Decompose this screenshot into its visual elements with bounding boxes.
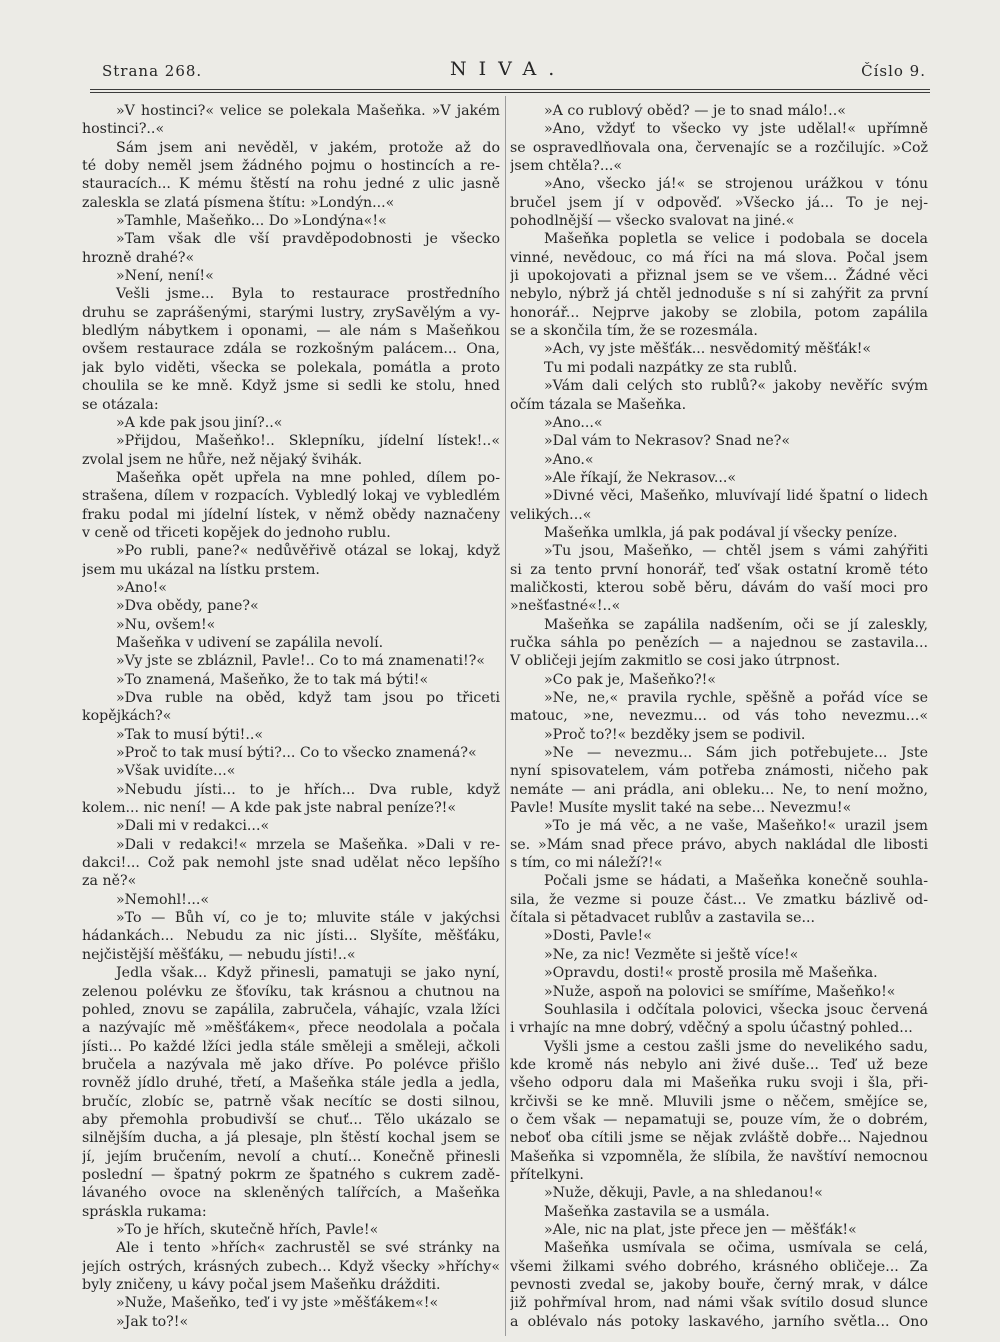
text-line: kde kromě nás nebylo ani živé duše... Teď už beze [510, 1056, 928, 1073]
text-line: silnějším ducha, a já plesaje, pln štěstí kochal jsem se [82, 1130, 500, 1147]
text-line: druhu se zaprášenými, starými lustry, zrySavělým a vy- [82, 304, 500, 321]
text-line: byly zničeny, u kávy počal jsem Mašeňku drážditi. [82, 1277, 441, 1293]
text-line: poslední — špatný pokrm ze špatného s cukrem zadě- [82, 1166, 500, 1183]
text-line: jísti... Po každé lžíci jedla stále směleji a směleji, ačkoli [82, 1038, 500, 1055]
text-line: Ale i tento »hřích« zachrustěl se své stránky na [116, 1240, 500, 1257]
text-line: »Nuže, aspoň na polovici se smíříme, Mašeňko!« [544, 983, 896, 1000]
text-line: ručka sáhla po penězích — a najednou se zastavila... [510, 634, 928, 651]
text-line: Mašeňka zastavila se a usmála. [544, 1203, 770, 1220]
text-line: se ospravedlňovala ona, červenajíc se a rozčilujíc. »Což [510, 139, 928, 156]
text-line: bručela a nazývala mě jako dříve. Po polévce přišlo [82, 1056, 500, 1073]
text-line: choulila se ke mně. Když jsme si sedli ke stolu, hned [82, 378, 500, 395]
text-line: Souhlasila i odčítala polovici, všecka jsouc červená [544, 1001, 928, 1018]
text-line: nebylo, nýbrž já chtěl jednoduše s ní si zahýřit za první [510, 286, 928, 303]
page-header [88, 58, 930, 86]
header-rule [90, 92, 930, 93]
text-line: v ceně od třiceti kopějek do jednoho rublu. [82, 524, 391, 541]
text-line: a oblévalo nás potoky laskavého, jarního světla... Ono [510, 1313, 928, 1330]
text-line: »Nuže, děkuji, Pavle, a na shledanou!« [544, 1185, 823, 1202]
right-column [510, 102, 928, 1331]
text-line: za ně?« [82, 873, 137, 890]
text-line: krčivši se ke mně. Mluvili jsme o něčem, smějíce se, [510, 1093, 928, 1110]
text-line: maličkosti, kterou sobě běru, dávám do vaší moci pro [510, 579, 928, 596]
text-line: »Ne — nevezmu... Sám jich potřebujete... Jste [544, 745, 928, 762]
text-line: Sám jsem ani nevěděl, v jakém, protože až do [116, 139, 500, 156]
text-line: všemi žilkami svého dobrého, krásného obličeje... Za [510, 1258, 928, 1275]
text-line: »Proč to?!« bezděky jsem se podivil. [544, 726, 806, 743]
text-line: »Opravdu, dosti!« prostě prosila mě Mašeňka. [544, 965, 878, 982]
text-line: fraku podal mi jídelní lístek, v němž obědy naznačeny [82, 506, 500, 523]
text-line: »Jak to?!« [116, 1313, 189, 1330]
text-line: »Ano, vždyť to všecko vy jste udělal!« upřímně [544, 121, 928, 138]
text-line: »Dva ruble na oběd, když tam jsou po třiceti [116, 690, 500, 706]
text-line: si za tento první honorář, teď však ostatní kromě této [510, 561, 928, 578]
text-line: Vešli jsme... Byla to restaurace prostředního [116, 286, 500, 303]
text-line: Mašeňka se zapálila nadšením, oči se jí zaleskly, [544, 616, 928, 633]
text-line: »Dali mi v redakci...« [116, 818, 270, 835]
text-line: všeho odporu dala mi Mašeňka ruku svoji i šla, při- [510, 1075, 928, 1092]
text-line: strašena, dílem v rozpacích. Vybledlý lokaj ve vybledlém [82, 488, 500, 505]
text-line: »Tamhle, Mašeňko... Do »Londýna«!« [116, 213, 387, 230]
text-line: »Proč to tak musí býti?... Co to všecko znamená?« [116, 745, 477, 762]
text-line: bledlým nábytkem i oponami, — ale nám s Mašeňkou [82, 323, 500, 340]
text-line: jsem chtěla?...« [510, 158, 623, 175]
text-line: »Vám dali celých sto rublů?« jakoby nevěříc svým [544, 378, 928, 395]
text-line: »Nebudu jísti... to je hřích... Dva ruble, když [116, 781, 500, 798]
text-line: Mašeňka usmívala se očima, usmívala se celá, [544, 1240, 928, 1257]
text-line: a nazývajíc mě »měšťákem«, přece neodolala a počala [82, 1020, 500, 1037]
text-line: Mašeňka popletla se velice i podobala se docela [544, 231, 928, 248]
text-line: se a skončila tím, že se rozesmála. [510, 323, 758, 340]
text-line: »Ale říkají, že Nekrasov...« [544, 469, 737, 486]
text-line: »nešťastné«!..« [510, 598, 621, 615]
left-column [82, 102, 500, 1331]
text-line: čítala si pětadvacet rublův a zastavila se... [510, 910, 816, 927]
text-line: matouc, »ne, nevezmu... od vás toho nevezmu...« [510, 708, 928, 725]
text-line: V obličeji jejím zakmitlo se cosi jako útrpnost. [510, 653, 841, 670]
text-line: přítelkyni. [510, 1166, 584, 1183]
text-line: »Dali v redakci!« mrzela se Mašeňka. »Dali v re- [116, 836, 500, 853]
text-line: hrozně drahé?« [82, 249, 195, 266]
text-line: očím tázala se Mašeňka. [510, 396, 687, 413]
text-line: zelenou polévku ze šťovíku, tak krásnou a chutnou na [82, 983, 500, 1000]
issue-number: Číslo 9. [861, 62, 926, 80]
text-line: »Po rubli, pane?« nedůvěřivě otázal se lokaj, když [116, 543, 500, 560]
text-line: »Tu jsou, Mašeňko, — chtěl jsem s vámi zahýřiti [544, 543, 928, 560]
text-line: »Není, není!« [116, 268, 214, 285]
text-line: »Ano!« [116, 579, 167, 596]
text-line: »A co rublový oběd? — je to snad málo!..« [544, 103, 846, 119]
text-line: lávaného ovoce na skleněných talířcích, a Mašeňka [82, 1185, 500, 1202]
text-line: Mašeňka si vzpomněla, že slíbila, že navštíví nemocnou [510, 1148, 928, 1165]
text-line: »A kde pak jsou jiní?..« [116, 414, 283, 431]
text-line: neboť oba cítili jsme se nějak zvláště dobře... Najednou [510, 1130, 928, 1147]
text-line: Pavle! Musíte myslit také na sebe... Nevezmu!« [510, 800, 852, 817]
text-line: Mašeňka opět upřela na mne pohled, dílem po- [116, 469, 500, 486]
text-line: i vrhajíc na mne dobrý, vděčný a spolu účastný pohled... [510, 1020, 913, 1037]
text-line: kopějkách?« [82, 708, 172, 725]
text-line: vinné, nevědouc, co má říci na má slova. Počal jsem [510, 249, 928, 266]
text-line: hádankách... Nebudu za nic jísti... Slyšíte, měšťáku, [82, 928, 500, 945]
text-line: »To je má věc, a ne vaše, Mašeňko!« urazil jsem [544, 818, 928, 835]
text-line: nemáte — ani prádla, ani obleku... Ne, to není možno, [510, 781, 928, 798]
text-line: »Vy jste se zbláznil, Pavle!.. Co to má znamenati!?« [116, 653, 485, 670]
text-line: »To je hřích, skutečně hřích, Pavle!« [116, 1221, 379, 1238]
text-line: jak bylo viděti, všecka se polekala, pomátla a proto [82, 359, 500, 376]
text-line: Počali jsme se hádati, a Mašeňka konečně souhla- [544, 873, 928, 890]
text-line: »Ano.« [544, 451, 594, 468]
header-rule [90, 89, 930, 90]
text-line: s tím, co mi náleží?!« [510, 855, 663, 872]
text-line: pevnosti zvedal se, jakoby bouře, černý mrak, v dálce [510, 1277, 928, 1293]
text-line: jsem mu ukázal na lístku prstem. [82, 561, 320, 578]
column-divider [505, 96, 506, 1336]
text-line: bručíc, zlobíc se, patrně však necítíc se dosti silnou, [82, 1093, 500, 1110]
text-line: bručel jsem jí v odpověď. »Všecko já... To je nej- [510, 194, 928, 211]
text-line: »Nuže, Mašeňko, teď i vy jste »měšťákem«!« [116, 1295, 439, 1312]
text-line: »Dva obědy, pane?« [116, 598, 259, 615]
text-line: »Ne, za nic! Vezměte si ještě více!« [544, 946, 799, 963]
text-line: jí, jejím bručením, nevolí a chutí... Konečně přinesli [82, 1148, 500, 1165]
text-line: spráskla rukama: [82, 1203, 207, 1220]
text-line: rovněž jídlo druhé, třetí, a Mašeňka stále jedla a jedla, [82, 1075, 500, 1092]
text-line: ji upokojovati a přiznal jsem se ve všem... Žádné věci [510, 268, 928, 285]
text-line: »Však uvidíte...« [116, 763, 236, 780]
text-line: »Nu, ovšem!« [116, 616, 216, 633]
text-line: »Tak to musí býti!..« [116, 726, 264, 743]
text-line: ovšem restaurace zdála se rozkošným palácem... Ona, [82, 341, 500, 358]
text-line: velikých...« [510, 506, 592, 523]
text-line: »Tam však dle vší pravděpodobnosti je všecko [116, 231, 500, 248]
text-line: pohodlnější — všecko svalovat na jiné.« [510, 213, 795, 230]
text-line: »Ne, ne,« pravila rychle, spěšně a pořád více se [544, 690, 928, 706]
text-line: Mašeňka v udivení se zapálila nevolí. [116, 634, 384, 651]
text-line: Mašeňka umlkla, já pak podával jí všecky peníze. [544, 524, 898, 541]
text-line: o čem však — nepamatuji se, pouze vím, že o dobrém, [510, 1111, 928, 1128]
text-line: »Ano...« [544, 414, 603, 431]
text-line: »Co pak je, Mašeňko?!« [544, 671, 716, 688]
text-line: nejčistější měšťáku, — nebudu jísti!..« [82, 946, 356, 963]
text-line: se otázala: [82, 396, 159, 413]
text-line: »Ale, nic na plat, jste přece jen — měšťák!« [544, 1221, 857, 1238]
text-line: Jedla však... Když přinesli, pamatuji se jako nyní, [116, 965, 500, 982]
text-line: aby přemohla probudivší se chuť... Tělo ukázalo se [82, 1111, 500, 1128]
text-line: honorář... Nejprve jakoby se zlobila, potom zapálila [510, 304, 928, 321]
text-line: »Přijdou, Mašeňko!.. Sklepníku, jídelní lístek!..« [116, 433, 500, 450]
text-line: již pohřmíval hrom, nad námi však svítilo dosud slunce [510, 1295, 928, 1312]
text-line: »Ano, všecko já!« se strojenou urážkou v tónu [544, 176, 928, 193]
text-line: Vyšli jsme a cestou zašli jsme do nevelikého sadu, [544, 1038, 928, 1055]
text-line: »V hostinci?« velice se polekala Mašeňka. »V jakém [116, 103, 500, 119]
text-line: »Dal vám to Nekrasov? Snad ne?« [544, 433, 791, 450]
text-line: kolem... nic není! — A kde pak jste nabral peníze?!« [82, 800, 457, 817]
text-line: pohled, znovu se zapálila, zabručela, váhajíc, vzala lžíci [82, 1001, 500, 1018]
text-line: zaleskla se zlatá písmena štítu: »Londýn...« [82, 194, 395, 211]
text-line: »To znamená, Mašeňko, že to tak má býti!« [116, 671, 429, 688]
text-line: »Dosti, Pavle!« [544, 928, 652, 945]
text-line: nyní spisovatelem, vám potřeba známosti, ničeho pak [510, 763, 928, 780]
text-line: »Divné věci, Mašeňko, mluvívají lidé špatní o lidech [544, 488, 928, 505]
text-line: zvolal jsem ne hůře, než nějaký švihák. [82, 451, 363, 468]
text-line: stauracích... K mému štěstí na rohu jedné z ulic jasně [82, 176, 500, 193]
page-number: Strana 268. [102, 62, 203, 80]
text-line: té doby neměl jsem žádného pojmu o hostincích a re- [82, 158, 500, 175]
text-line: »Ach, vy jste měšťák... nesvědomitý měšťák!« [544, 341, 872, 358]
text-line: sila, že vezme si pouze část... Ve zmatku bázlivě od- [510, 891, 928, 908]
text-line: se. »Mám snad přece právo, abych nakládal dle libosti [510, 836, 928, 853]
text-line: jejích ostrých, krásných zubech... Když všecky »hříchy« [82, 1258, 500, 1275]
journal-title: NIVA. [450, 58, 567, 80]
text-line: dakci!... Což pak nemohl jste snad udělat něco lepšího [82, 855, 500, 872]
text-line: »Nemohl!...« [116, 891, 210, 908]
text-line: hostinci?..« [82, 121, 165, 138]
text-line: Tu mi podali nazpátky ze sta rublů. [544, 359, 798, 376]
text-line: »To — Bůh ví, co je to; mluvite stále v jakýchsi [116, 910, 500, 927]
